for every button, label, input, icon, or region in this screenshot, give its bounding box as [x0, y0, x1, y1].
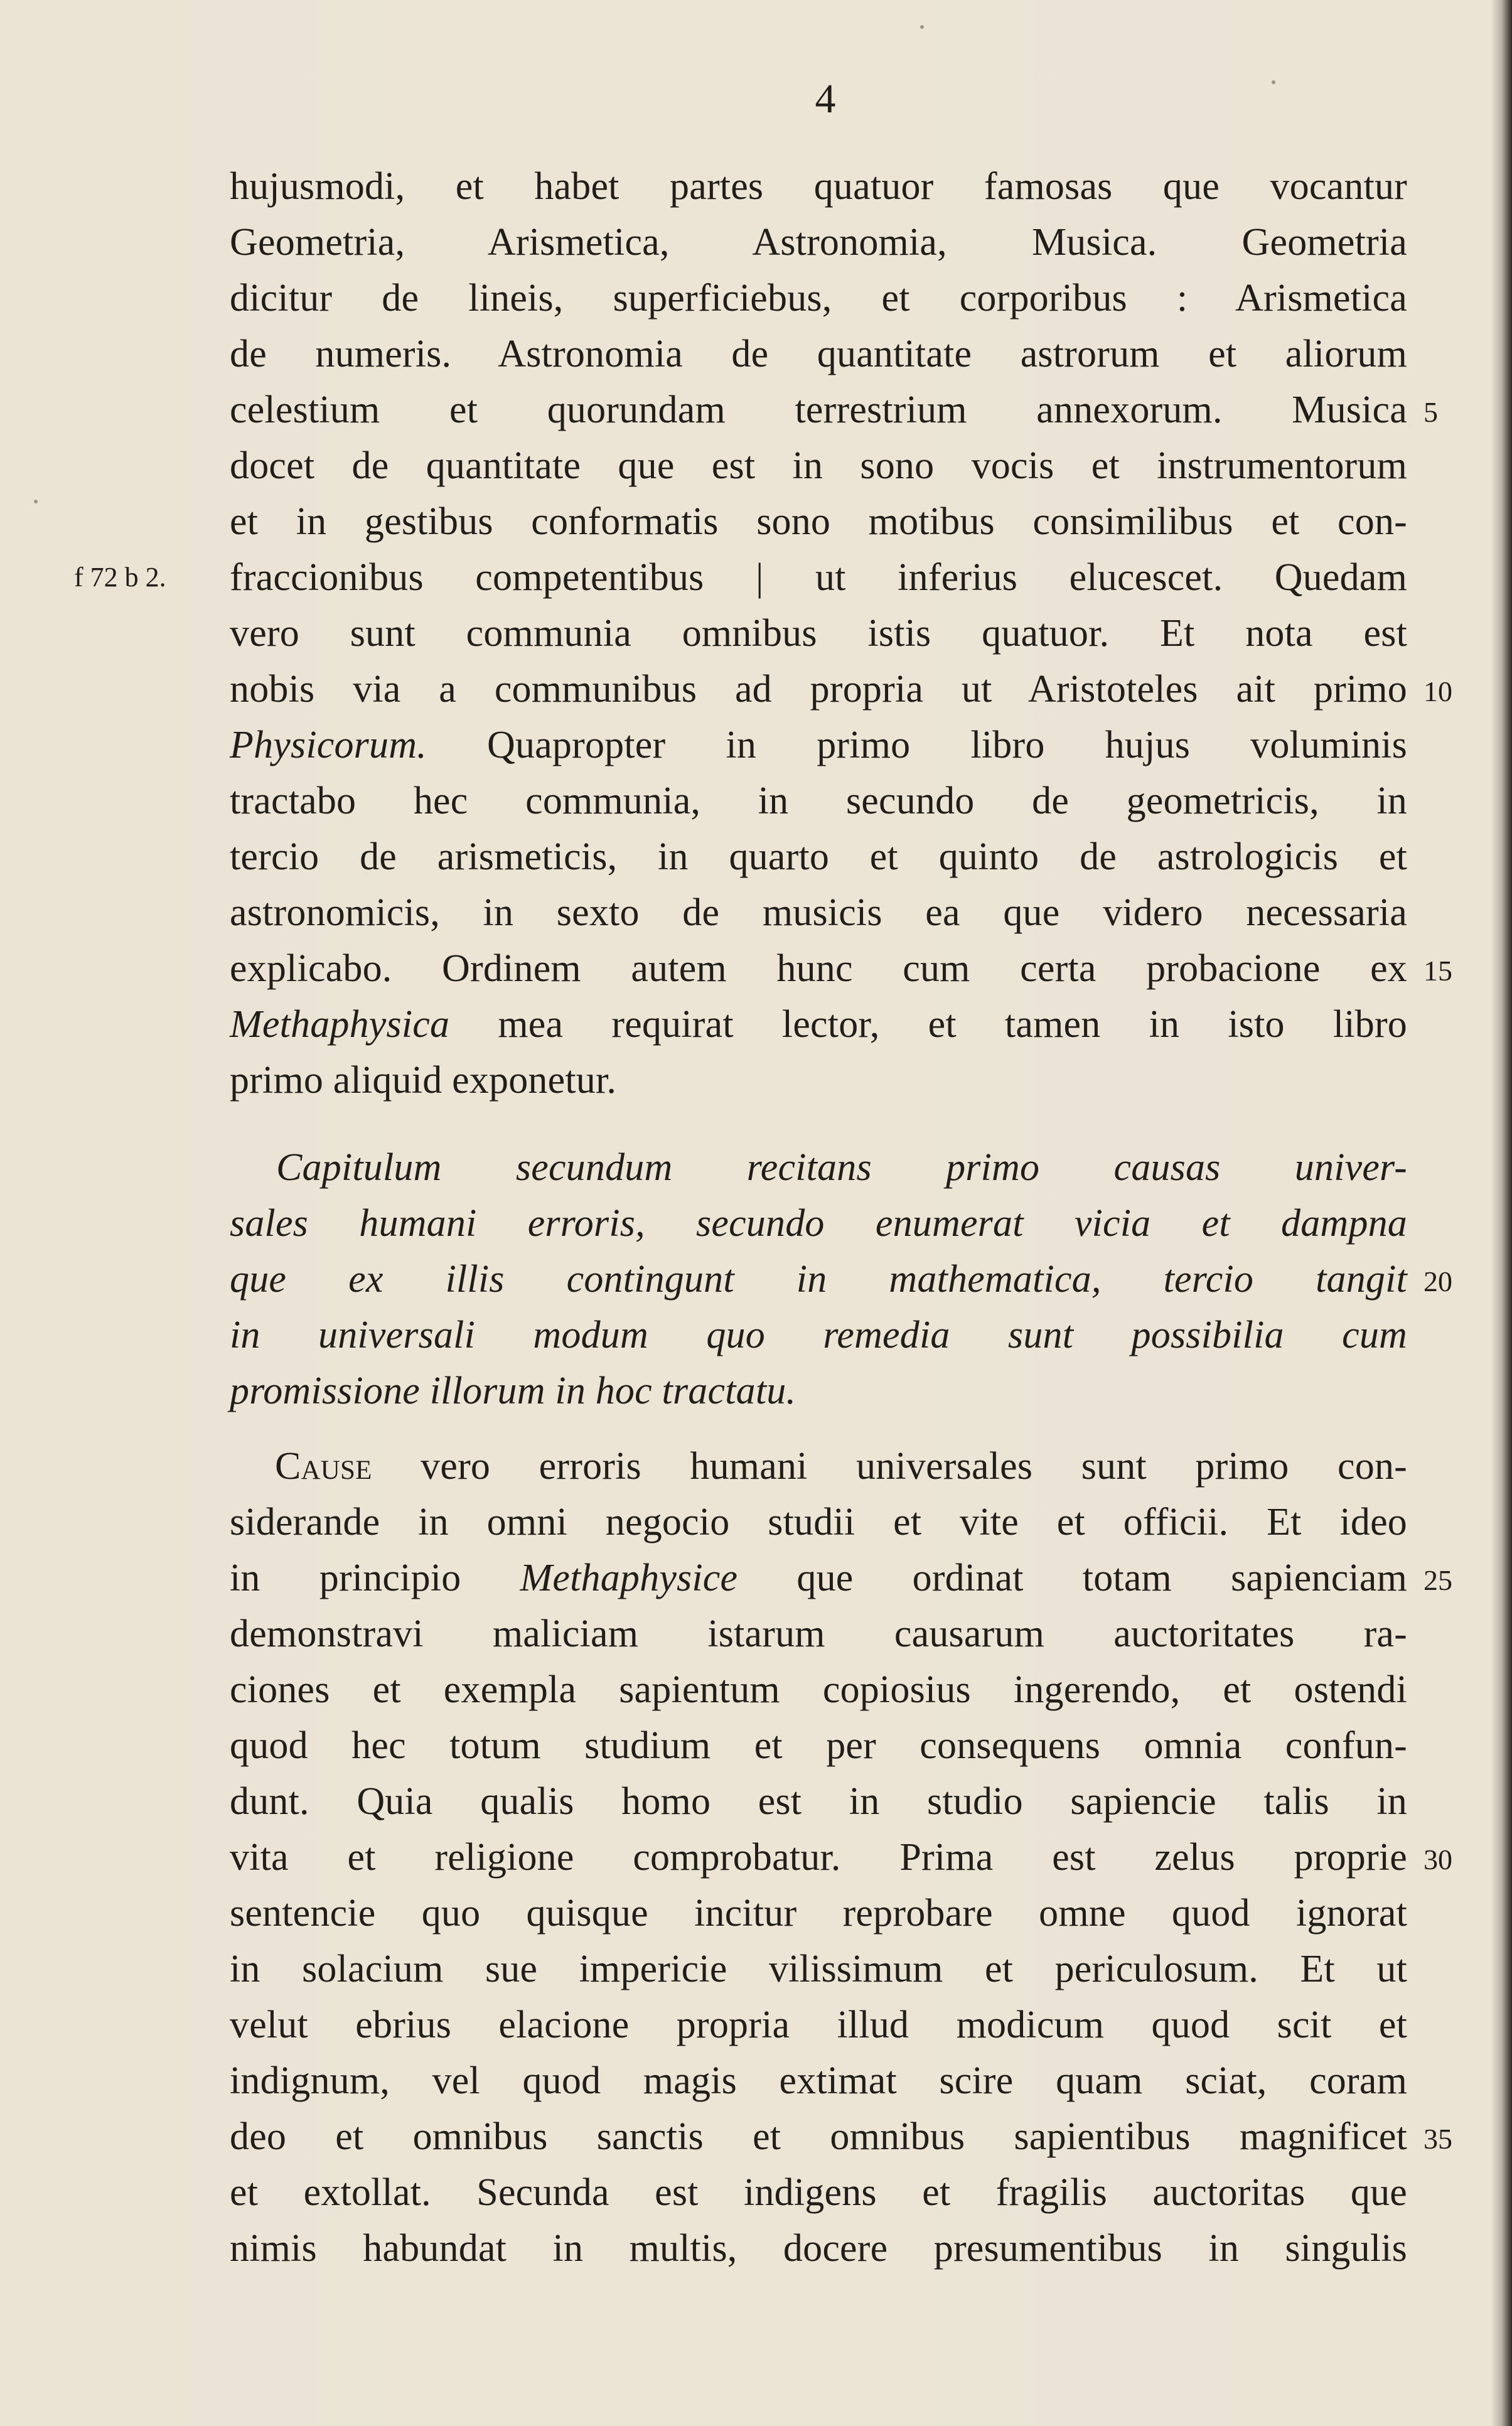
- text-line-12: tractabo hec communia, in secundo de geometricis, in: [230, 780, 1407, 822]
- text-line-p2-9: sentencie quo quisque incitur reprobare omne quod ignorat: [230, 1892, 1407, 1935]
- text-line-p2-13: deo et omnibus sanctis et omnibus sapientibus magnificet: [230, 2115, 1407, 2158]
- line-number-25: 25: [1424, 1564, 1452, 1596]
- text-line-p2-8: vita et religione comprobatur. Prima est zelus proprie: [230, 1836, 1407, 1879]
- text-line-p2-2: siderande in omni negocio studii et vite et officii. Et ideo: [230, 1501, 1407, 1543]
- text-line-p2-3: [230, 1550, 1407, 1606]
- binding-edge-shadow: [1491, 0, 1512, 2426]
- text-line-17: primo aliquid exponetur.: [230, 1059, 617, 1102]
- text-line-16-rest: mea requirat lector, et tamen in isto libro: [449, 1003, 1407, 1046]
- text-line-16: [230, 996, 1407, 1053]
- text-line-p2-1: [275, 1438, 1407, 1495]
- text-line-p2-11: velut ebrius elacione propria illud modicum quod scit et: [230, 2004, 1407, 2046]
- line-number-15: 15: [1424, 955, 1452, 987]
- text-line-p2-15: nimis habundat in multis, docere presumentibus in singulis: [230, 2227, 1407, 2270]
- text-line-p2-3-before: in principio: [230, 1557, 520, 1599]
- folio-marker: f 72 b 2.: [74, 562, 166, 593]
- text-line-15: explicabo. Ordinem autem hunc cum certa probacione ex: [230, 947, 1407, 990]
- text-line-p2-3-after: que ordinat totam sapienciam: [737, 1557, 1407, 1599]
- chapter-heading-line-3: que ex illis contingunt in mathematica, tercio tangit: [230, 1258, 1407, 1301]
- text-line-6: docet de quantitate que est in sono vocis et instrumentorum: [230, 444, 1407, 487]
- chapter-heading-line-5: promissione illorum in hoc tractatu.: [230, 1370, 796, 1412]
- text-line-p2-1-rest: vero erroris humani universales sunt primo con-: [372, 1445, 1407, 1488]
- paper-speck: [1272, 80, 1275, 84]
- line-number-35: 35: [1424, 2123, 1452, 2155]
- text-line-p2-14: et extollat. Secunda est indigens et fragilis auctoritas que: [230, 2171, 1407, 2214]
- text-line-p2-5: ciones et exempla sapientum copiosius ingerendo, et ostendi: [230, 1668, 1407, 1711]
- text-line-9: vero sunt communia omnibus istis quatuor. Et nota est: [230, 612, 1407, 655]
- text-line-p2-4: demonstravi maliciam istarum causarum auctoritates ra-: [230, 1613, 1407, 1655]
- text-line-3: dicitur de lineis, superficiebus, et corporibus : Arismetica: [230, 277, 1407, 319]
- paper-speck: [34, 500, 38, 503]
- line-number-30: 30: [1424, 1844, 1452, 1876]
- text-line-11-rest: Quapropter in primo libro hujus voluminis: [426, 724, 1407, 766]
- text-line-13: tercio de arismeticis, in quarto et quinto de astrologicis et: [230, 835, 1407, 878]
- chapter-heading-line-1: Capitulum secundum recitans primo causas univer-: [276, 1146, 1407, 1189]
- text-line-5: celestium et quorundam terrestrium annexorum. Musica: [230, 389, 1407, 431]
- paper-speck: [920, 25, 924, 29]
- italic-title-methaphysice: Methaphysice: [520, 1557, 738, 1599]
- text-line-11: [230, 717, 1407, 773]
- text-line-p2-6: quod hec totum studium et per consequens omnia confun-: [230, 1724, 1407, 1767]
- text-line-p2-10: in solacium sue impericie vilissimum et periculosum. Et ut: [230, 1948, 1407, 1990]
- text-line-2: Geometria, Arismetica, Astronomia, Musica. Geometria: [230, 221, 1407, 264]
- text-line-14: astronomicis, in sexto de musicis ea que videro necessaria: [230, 891, 1407, 934]
- text-line-7: et in gestibus conformatis sono motibus consimilibus et con-: [230, 500, 1407, 543]
- chapter-heading-line-4: in universali modum quo remedia sunt possibilia cum: [230, 1314, 1407, 1356]
- text-line-p2-12: indignum, vel quod magis extimat scire quam sciat, coram: [230, 2059, 1407, 2102]
- line-number-20: 20: [1424, 1265, 1452, 1297]
- line-number-5: 5: [1424, 396, 1438, 428]
- italic-title-methaphysica: Methaphysica: [230, 1003, 450, 1046]
- text-line-10: nobis via a communibus ad propria ut Aristoteles ait primo: [230, 668, 1407, 711]
- text-line-8: fraccionibus competentibus | ut inferius elucescet. Quedam: [230, 556, 1407, 599]
- page-number: 4: [815, 76, 836, 122]
- line-number-10: 10: [1424, 675, 1452, 707]
- chapter-heading-line-2: sales humani erroris, secundo enumerat vicia et dampna: [230, 1202, 1407, 1245]
- italic-title-physicorum: Physicorum.: [230, 724, 427, 766]
- text-line-p2-7: dunt. Quia qualis homo est in studio sapiencie talis in: [230, 1780, 1407, 1823]
- smallcaps-initial-word: Cause: [275, 1445, 372, 1488]
- text-line-1: hujusmodi, et habet partes quatuor famosas que vocantur: [230, 165, 1407, 208]
- text-line-4: de numeris. Astronomia de quantitate astrorum et aliorum: [230, 333, 1407, 375]
